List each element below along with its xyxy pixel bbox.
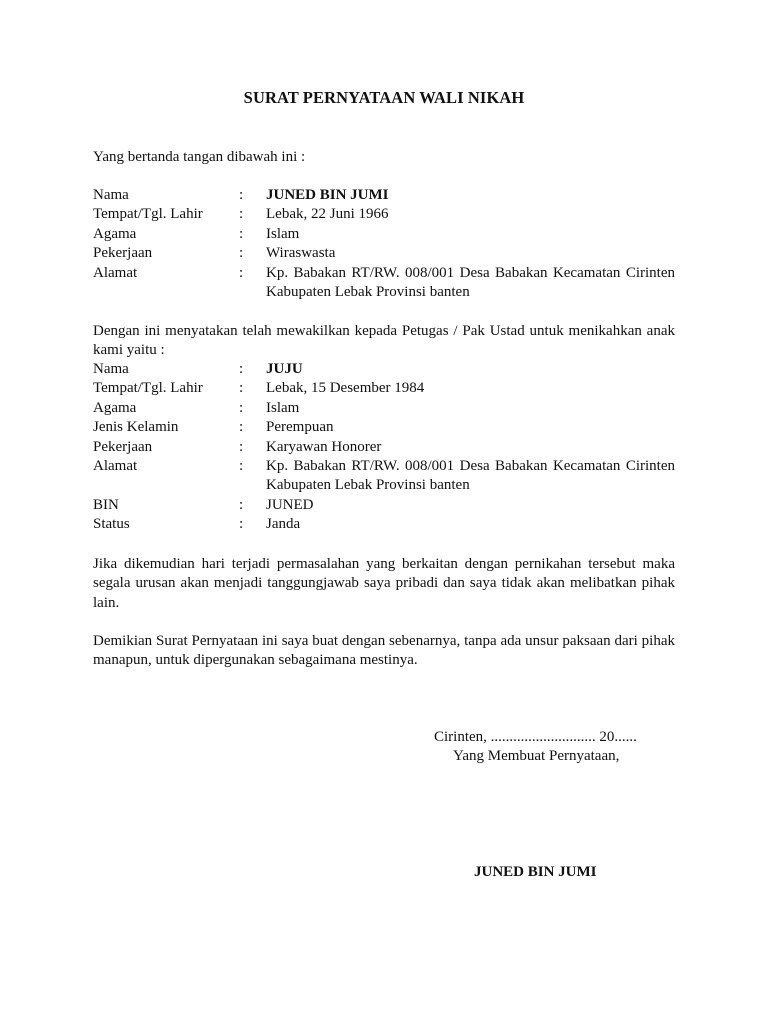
child-occupation-row	[93, 438, 675, 457]
field-separator: :	[239, 245, 244, 262]
field-label: Nama	[93, 361, 129, 377]
child-gender-row	[93, 418, 675, 437]
field-separator: :	[239, 458, 244, 475]
guardian-address: Kp. Babakan RT/RW. 008/001 Desa Babakan Kecamatan Cirinten Kabupaten Lebak Provinsi banten	[266, 264, 675, 301]
field-separator: :	[239, 399, 244, 416]
child-religion: Islam	[266, 399, 300, 416]
signer-name: JUNED BIN JUMI	[474, 864, 597, 880]
field-label: Alamat	[93, 264, 138, 281]
field-separator: :	[239, 496, 244, 513]
field-separator: :	[239, 361, 244, 377]
guardian-name: JUNED BIN JUMI	[266, 187, 389, 203]
child-gender: Perempuan	[266, 419, 334, 436]
field-label: Nama	[93, 187, 129, 203]
child-address: Kp. Babakan RT/RW. 008/001 Desa Babakan Kecamatan Cirinten Kabupaten Lebak Provinsi banten	[266, 458, 675, 494]
guardian-occupation-row	[93, 244, 675, 263]
child-name-row	[93, 360, 675, 379]
field-separator: :	[239, 516, 244, 533]
field-label: Pekerjaan	[93, 438, 153, 455]
field-separator: :	[239, 187, 244, 203]
guardian-address-row	[93, 264, 675, 303]
guardian-birth: Lebak, 22 Juni 1966	[266, 206, 389, 223]
child-occupation: Karyawan Honorer	[266, 438, 382, 455]
field-label: Pekerjaan	[93, 245, 153, 262]
field-label: Status	[93, 516, 130, 533]
guardian-name-row	[93, 186, 675, 205]
responsibility-paragraph: Jika dikemudian hari terjadi permasalahan yang berkaitan dengan pernikahan tersebut maka segala urusan akan menjadi tanggungjawab saya pribadi dan saya tidak akan melibatkan pihak lain.	[93, 556, 675, 611]
child-bin-row	[93, 496, 675, 515]
field-label: Agama	[93, 399, 137, 416]
child-religion-row	[93, 399, 675, 418]
document-title: SURAT PERNYATAAN WALI NIKAH	[243, 88, 525, 107]
field-separator: :	[239, 206, 244, 223]
statement-paragraph: Dengan ini menyatakan telah mewakilkan kepada Petugas / Pak Ustad untuk menikahkan anak kami yaitu :	[93, 323, 675, 359]
intro-text: Yang bertanda tangan dibawah ini :	[93, 149, 306, 165]
field-separator: :	[239, 380, 244, 397]
field-label: Tempat/Tgl. Lahir	[93, 380, 203, 397]
maker-label: Yang Membuat Pernyataan,	[453, 748, 620, 764]
child-birth-row	[93, 379, 675, 398]
field-label: Tempat/Tgl. Lahir	[93, 206, 203, 223]
child-birth: Lebak, 15 Desember 1984	[266, 380, 425, 397]
child-status: Janda	[266, 516, 301, 533]
field-label: Alamat	[93, 458, 138, 475]
child-status-row	[93, 515, 675, 534]
guardian-religion: Islam	[266, 225, 300, 242]
field-label: Agama	[93, 225, 137, 242]
place-date-line: Cirinten, ............................ 20......	[434, 729, 637, 745]
child-address-row	[93, 457, 675, 496]
field-separator: :	[239, 225, 244, 242]
guardian-religion-row	[93, 225, 675, 244]
closing-paragraph: Demikian Surat Pernyataan ini saya buat dengan sebenarnya, tanpa ada unsur paksaan dari pihak manapun, untuk dipergunakan sebagaimana mestinya.	[93, 633, 675, 669]
field-separator: :	[239, 419, 244, 436]
field-label: BIN	[93, 496, 119, 513]
child-details	[93, 360, 675, 535]
guardian-birth-row	[93, 205, 675, 224]
field-separator: :	[239, 264, 244, 281]
field-separator: :	[239, 438, 244, 455]
child-bin: JUNED	[266, 496, 314, 513]
child-name: JUJU	[266, 361, 303, 377]
field-label: Jenis Kelamin	[93, 419, 179, 436]
guardian-details	[93, 186, 675, 302]
guardian-occupation: Wiraswasta	[266, 245, 336, 262]
